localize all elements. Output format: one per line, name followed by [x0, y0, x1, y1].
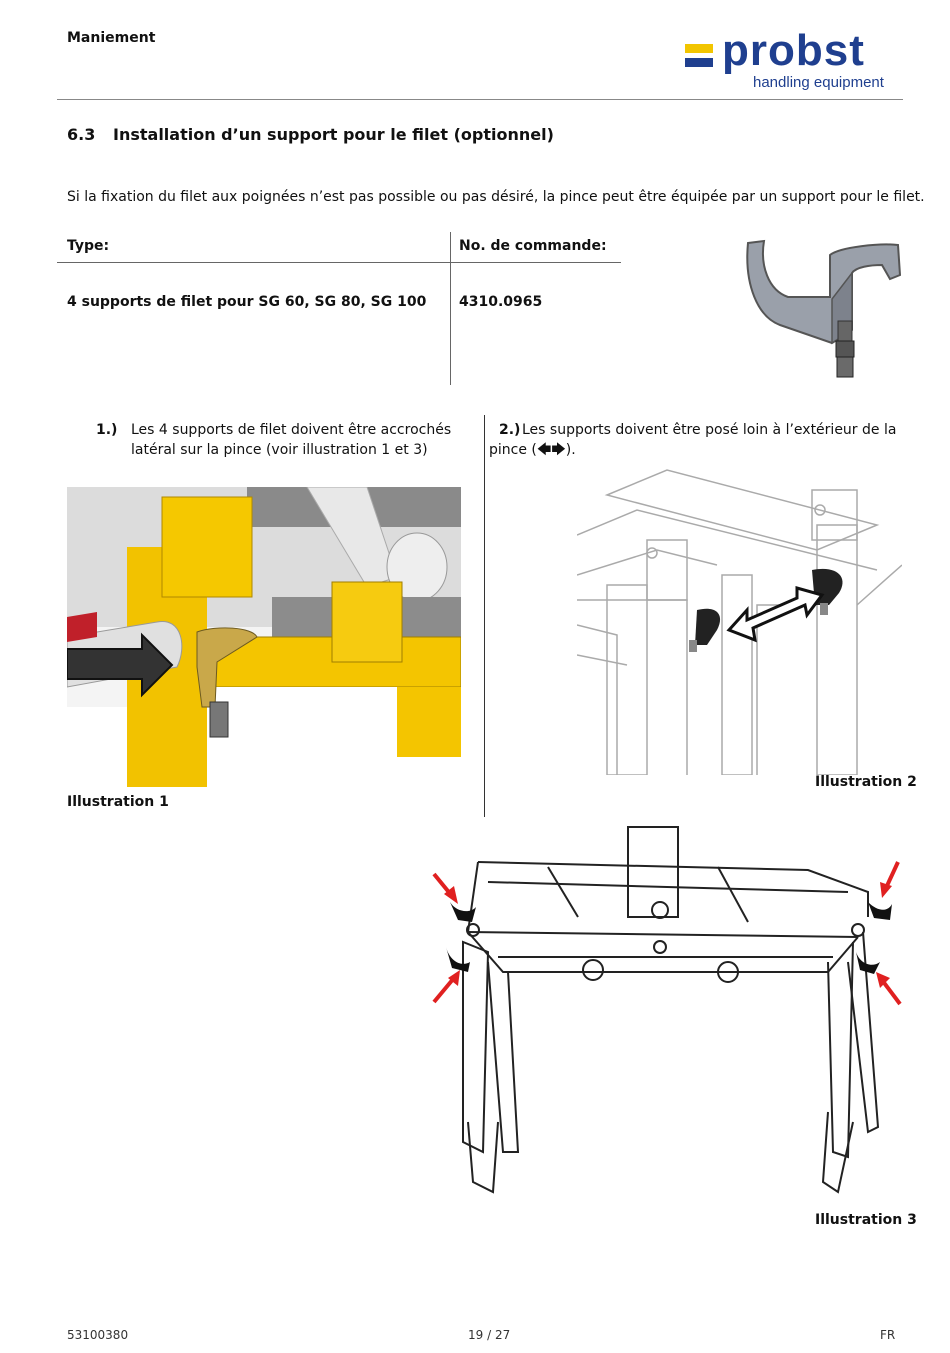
- logo-tagline: handling equipment: [753, 74, 884, 91]
- step-2-line2: pince (🡄🡆).: [489, 442, 576, 458]
- table-cell-type: 4 supports de filet pour SG 60, SG 80, SG 100: [67, 294, 427, 310]
- net-support-image: [740, 235, 905, 380]
- column-divider: [484, 415, 485, 817]
- step-1-number: 1.): [96, 422, 118, 438]
- illustration-3-drawing: [428, 822, 904, 1202]
- illustration-1-photo: [67, 487, 461, 787]
- footer-doc-number: 53100380: [67, 1328, 129, 1342]
- probst-logo: [682, 26, 897, 94]
- section-title: Installation d’un support pour le filet (optionnel): [113, 125, 554, 144]
- logo-blue-bar: [685, 58, 713, 67]
- logo-brand: probst: [722, 26, 865, 75]
- caption-illustration-3: Illustration 3: [815, 1212, 917, 1228]
- header-section-label: Maniement: [67, 30, 156, 46]
- table-cell-order-no: 4310.0965: [459, 294, 543, 310]
- caption-illustration-1: Illustration 1: [67, 794, 169, 810]
- header-divider: [57, 99, 903, 100]
- table-header-type: Type:: [67, 238, 110, 254]
- table-header-order: No. de commande:: [459, 238, 607, 254]
- table-header-line: [57, 262, 621, 263]
- footer-page-number: 19 / 27: [468, 1328, 511, 1342]
- caption-illustration-2: Illustration 2: [815, 774, 917, 790]
- section-number: 6.3: [67, 125, 96, 144]
- step-1-line2: latéral sur la pince (voir illustration 1 et 3): [131, 442, 428, 458]
- step-1-line1: Les 4 supports de filet doivent être accrochés: [131, 422, 452, 438]
- table-column-line: [450, 232, 451, 385]
- step-2-line1: Les supports doivent être posé loin à l’extérieur de la: [522, 422, 897, 438]
- footer-language: FR: [880, 1328, 896, 1342]
- illustration-2-drawing: [577, 465, 902, 775]
- logo-yellow-bar: [685, 44, 713, 53]
- step-2-number: 2.): [499, 422, 521, 438]
- intro-paragraph: Si la fixation du filet aux poignées n’est pas possible ou pas désiré, la pince peut être équipée par un support pour le filet.: [67, 189, 925, 205]
